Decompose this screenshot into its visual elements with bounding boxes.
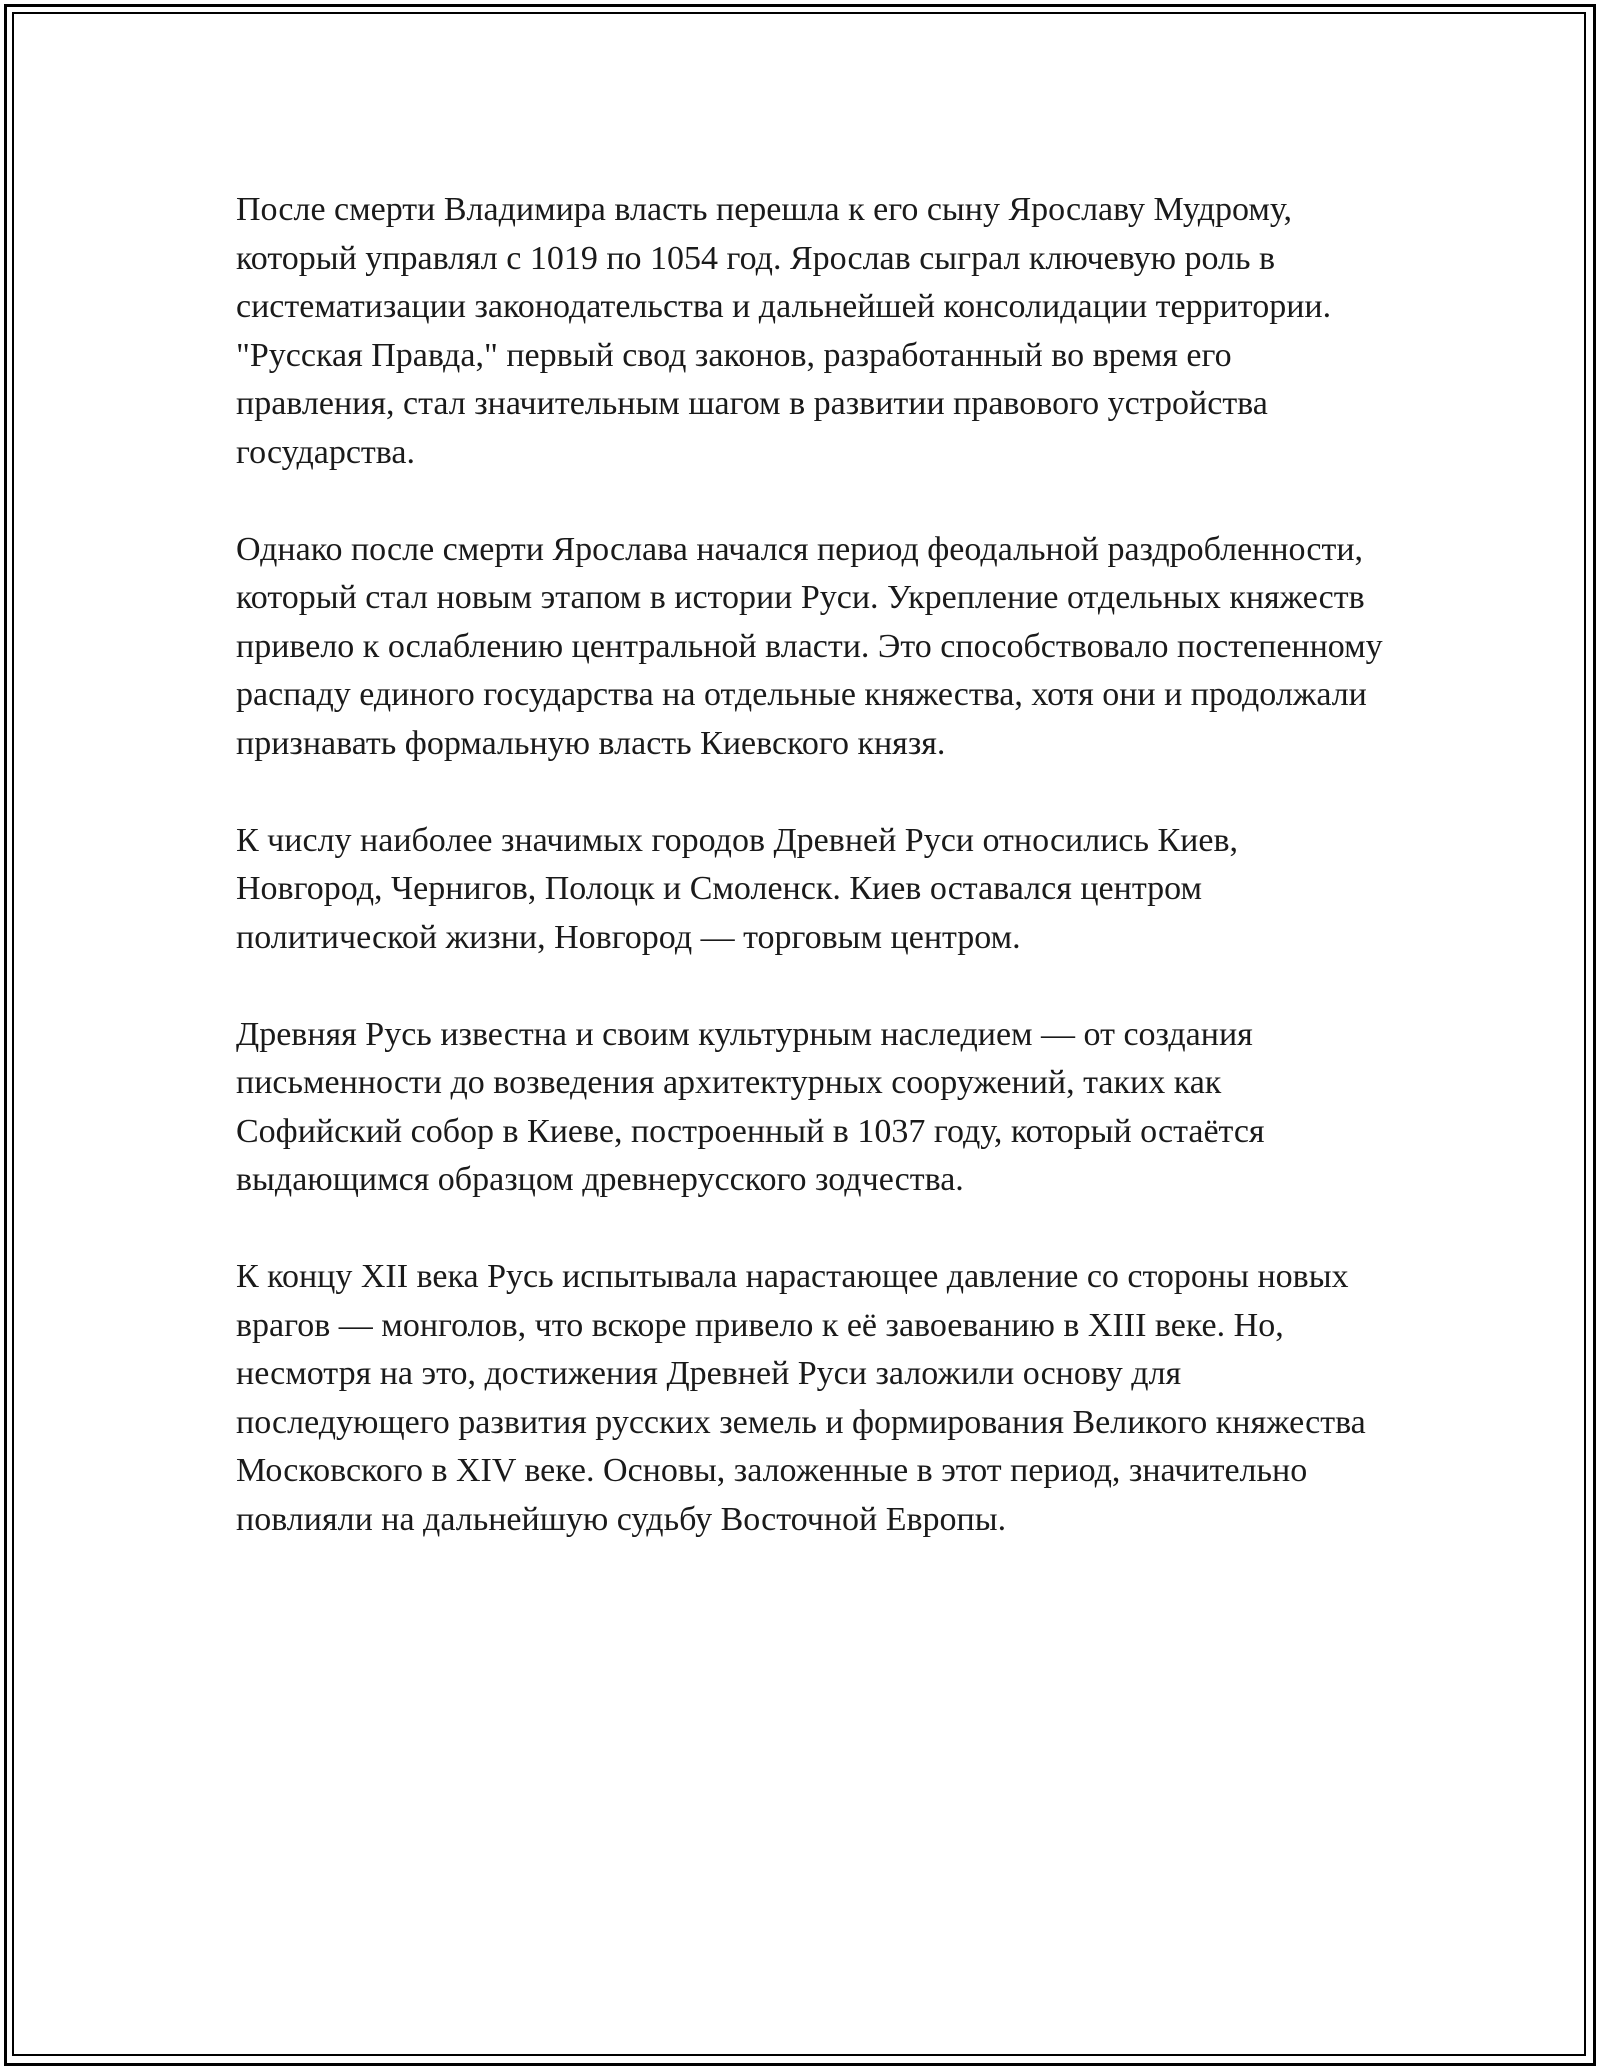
paragraph-mongol-conquest: К концу XII века Русь испытывала нарастающее давление со стороны новых врагов — монголов, что вскоре привело к её завоеванию в XIII веке. Но, несмотря на это, достижения Древней Руси заложили основу для последующего развития русских земель и формирования Великого княжества Московского в XIV веке. Основы, заложенные в этот период, значительно повлияли на дальнейшую судьбу Восточной Европы. [236, 1258, 1366, 1538]
paragraph-feudal-fragmentation: Однако после смерти Ярослава начался период феодальной раздробленности, который стал новым этапом в истории Руси. Укрепление отдельных княжеств привело к ослаблению центральной власти. Это способствовало постепенному распаду единого государства на отдельные княжества, хотя они и продолжали признавать формальную власть Киевского князя. [236, 530, 1383, 762]
paragraph-yaroslav: После смерти Владимира власть перешла к его сыну Ярославу Мудрому, который управлял с 1019 по 1054 год. Ярослав сыграл ключевую роль в систематизации законодательства и дальнейшей консолидации территории. "Русская Правда," первый свод законов, разработанный во время его правления, стал значительным шагом в развитии правового устройства государства. [236, 191, 1332, 471]
paragraph-cities: К числу наиболее значимых городов Древней Руси относились Киев, Новгород, Чернигов, Полоцк и Смоленск. Киев оставался центром политической жизни, Новгород — торговым центром. [236, 821, 1239, 956]
paragraph-cultural-heritage: Древняя Русь известна и своим культурным наследием — от создания письменности до возведения архитектурных сооружений, таких как Софийский собор в Киеве, построенный в 1037 году, который остаётся выдающимся образцом древнерусского зодчества. [236, 1015, 1265, 1198]
document-body [236, 186, 1386, 1593]
